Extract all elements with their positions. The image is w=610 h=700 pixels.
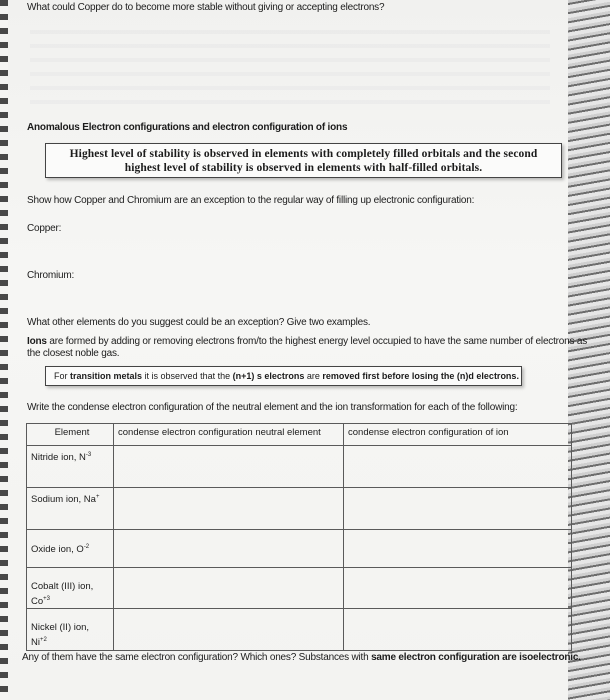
header-neutral-config: condense electron configuration neutral element [114,424,344,446]
question-copper-stability: What could Copper do to become more stable without giving or accepting electrons? [27,2,385,13]
oxide-ion-answer[interactable] [344,530,572,568]
copper-label: Copper: [27,223,62,234]
header-element: Element [27,424,114,446]
transition-metals-text: For transition metals it is observed that the (n+1) s electrons are removed first before losing the (n)d electrons. [54,371,519,381]
row-nitride-label: Nitride ion, $N^{-3}$ [27,446,114,488]
row-nickel-label: Nickel (II) ion, $Ni^{+2}$ [27,609,114,651]
header-ion-config: condense electron configuration of ion [344,424,572,446]
sodium-ion-answer[interactable] [344,488,572,530]
row-cobalt-label: Cobalt (III) ion, $Co^{+3}$ [27,568,114,609]
bleed-through-text [30,20,550,110]
page-edge-stack [568,0,610,700]
table-row [27,488,572,530]
isoelectronic-question: Any of them have the same electron configuration? Which ones? Substances with same electron configuration are isoelectronic. [22,652,581,663]
show-prompt: Show how Copper and Chromium are an exception to the regular way of filling up electronic configuration: [27,195,475,206]
row-oxide-label: Oxide ion, $O^{-2}$ [27,530,114,568]
row-sodium-label: Sodium ion, Na+ [27,488,114,530]
table-row [27,568,572,609]
sodium-neutral-answer[interactable] [114,488,344,530]
stability-box [45,143,562,178]
ion-configuration-table [26,423,572,651]
nickel-neutral-answer[interactable] [114,609,344,651]
table-row [27,446,572,488]
table-instruction: Write the condense electron configuration of the neutral element and the ion transformation for each of the following: [27,402,518,413]
other-elements-question: What other elements do you suggest could be an exception? Give two examples. [27,317,371,328]
table-header-row [27,424,572,446]
cobalt-ion-answer[interactable] [344,568,572,609]
chromium-label: Chromium: [27,270,75,281]
ions-definition-line-2: the closest noble gas. [27,348,120,359]
oxide-neutral-answer[interactable] [114,530,344,568]
ions-definition-line-1 [27,336,587,347]
section-title: Anomalous Electron configurations and electron configuration of ions [27,122,348,133]
stability-line-1: Highest level of stability is observed in elements with completely filled orbitals and the second [69,148,538,160]
table-row [27,609,572,651]
nitride-neutral-answer[interactable] [114,446,344,488]
cobalt-neutral-answer[interactable] [114,568,344,609]
ions-bold-term: Ions [27,336,47,347]
spiral-binding [0,0,8,700]
transition-metals-box [45,366,522,386]
stability-line-2: highest level of stability is observed in elements with half-filled orbitals. [124,162,483,174]
nitride-ion-answer[interactable] [344,446,572,488]
ions-text: are formed by adding or removing electrons from/to the highest energy level occupied to have the same number of electrons as [46,336,588,347]
nickel-ion-answer[interactable] [344,609,572,651]
table-row [27,530,572,568]
